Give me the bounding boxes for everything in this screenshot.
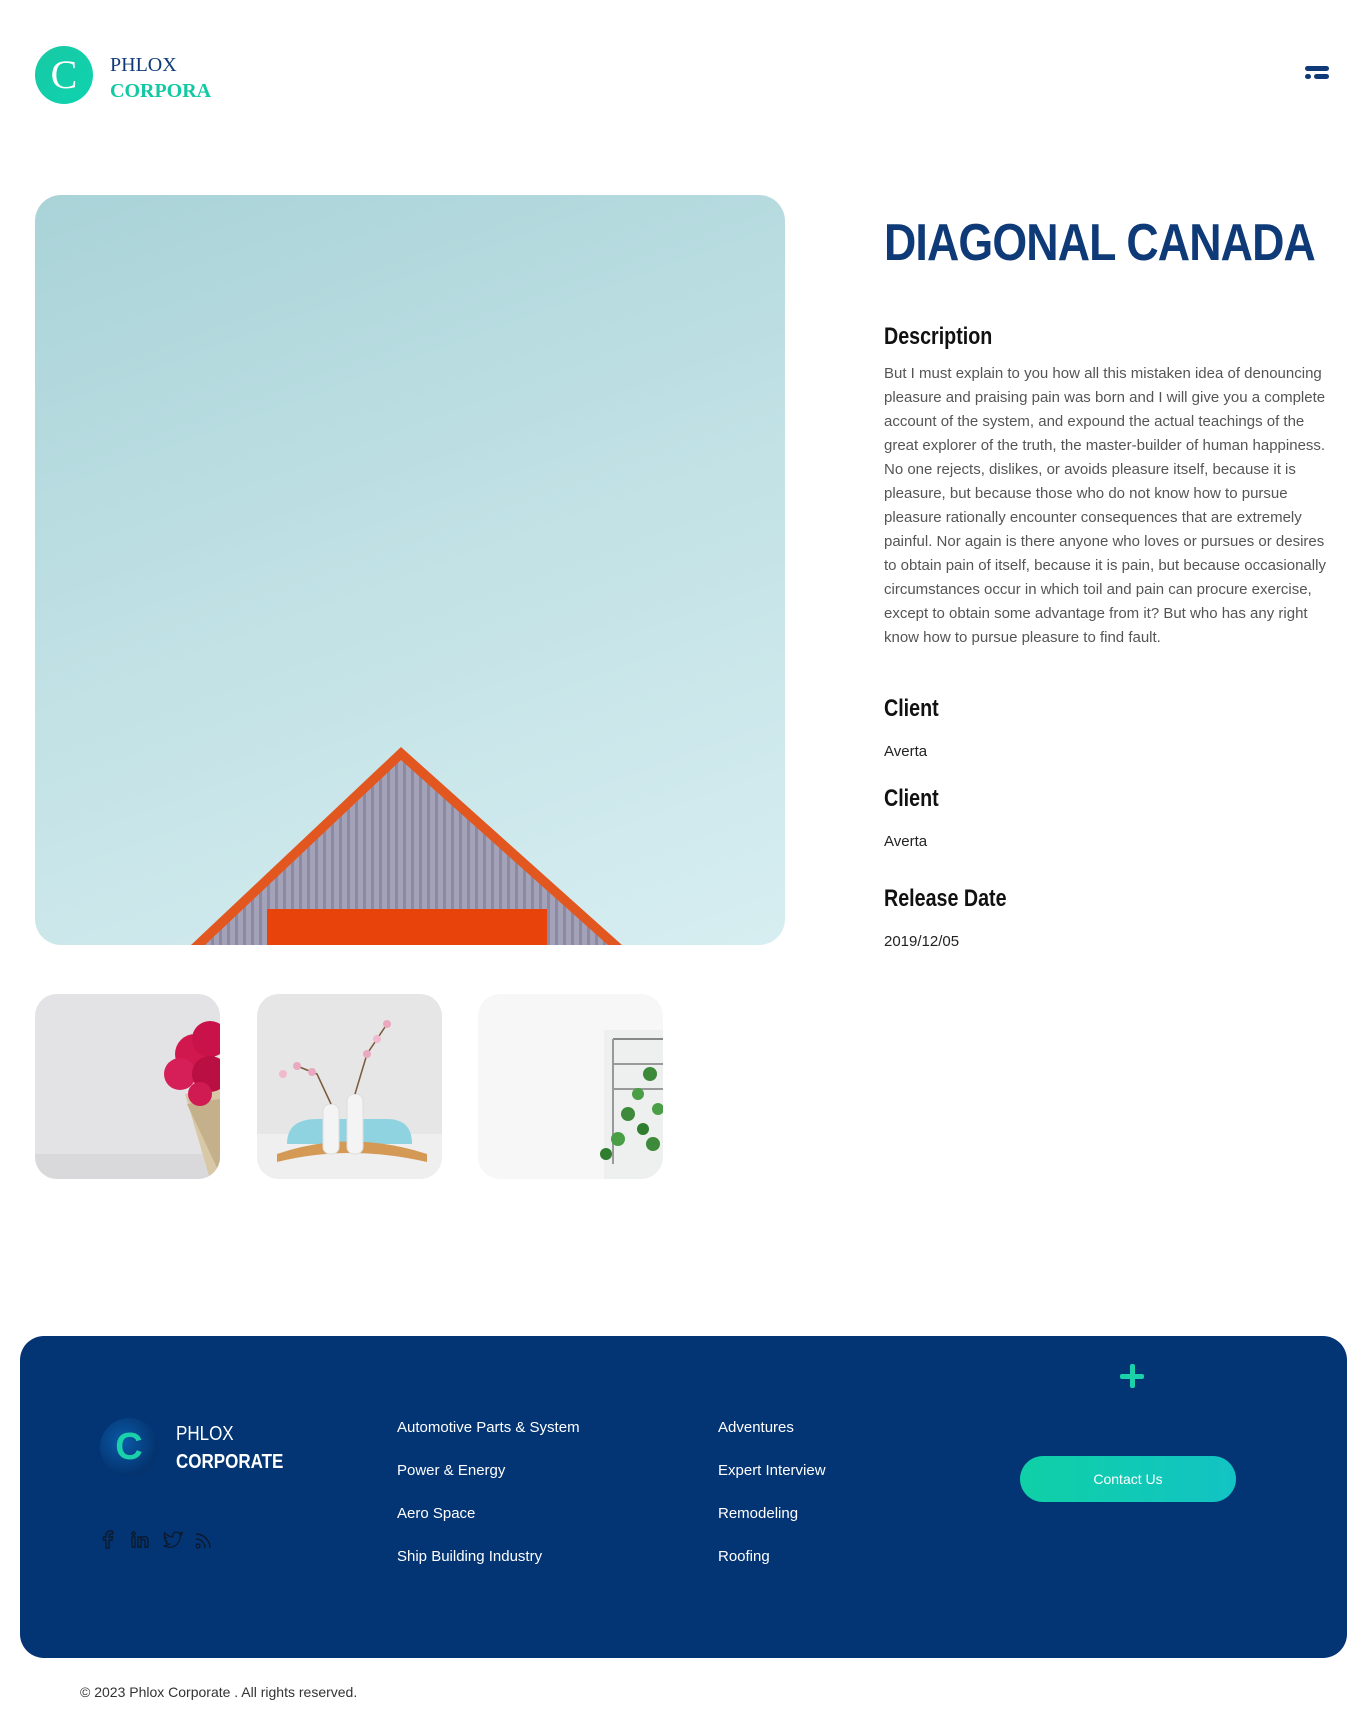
footer-link-power-energy[interactable]: Power & Energy bbox=[397, 1462, 506, 1479]
project-title: DIAGONAL CANADA bbox=[884, 214, 1315, 272]
footer-link-expert-interview[interactable]: Expert Interview bbox=[718, 1462, 826, 1479]
meta-label-client: Client bbox=[884, 695, 939, 722]
footer-link-aero-space[interactable]: Aero Space bbox=[397, 1505, 476, 1522]
logo-mark[interactable]: C bbox=[35, 46, 93, 104]
footer-link-ship-building[interactable]: Ship Building Industry bbox=[397, 1548, 543, 1565]
footer-link-adventures[interactable]: Adventures bbox=[718, 1419, 794, 1436]
project-description: But I must explain to you how all this mistaken idea of denouncing pleasure and praising pain was born and I will give you a complete account of the system, and expound the actual teachings of the great explorer of the truth, the master-builder of human happiness. No one rejects, dislikes, or avoids pleasure itself, because it is pleasure, but because those who do not know how to pursue pleasure rationally encounter consequences that are extremely painful. Nor again is there anyone who loves or pursues or desires to obtain pain of itself, because it is pain, but because occasionally circumstances occur in which toil and pain can procure exercise, except to obtain some advantage from it? But who has any right know how to pursue pleasure to find fault. bbox=[884, 365, 1326, 646]
meta-label-client-2: Client bbox=[884, 785, 939, 812]
social-links bbox=[98, 1530, 214, 1550]
gallery-thumb-flowers[interactable] bbox=[35, 994, 220, 1179]
logo-text[interactable] bbox=[110, 52, 211, 104]
site-header bbox=[0, 0, 1366, 150]
meta-label-release-date: Release Date bbox=[884, 885, 1007, 912]
footer-logo-line-1: PHLOX bbox=[176, 1423, 234, 1445]
description-heading: Description bbox=[884, 323, 993, 350]
meta-value-release-date: 2019/12/05 bbox=[884, 933, 960, 950]
project-hero-image bbox=[35, 195, 785, 945]
footer-link-roofing[interactable]: Roofing bbox=[718, 1548, 770, 1565]
rss-icon[interactable] bbox=[194, 1530, 214, 1550]
meta-value-client: Averta bbox=[884, 743, 928, 760]
contact-us-button[interactable]: Contact Us bbox=[1020, 1456, 1236, 1502]
twitter-icon[interactable] bbox=[162, 1530, 182, 1550]
plus-icon bbox=[1120, 1364, 1144, 1388]
gallery-thumb-ivy-window[interactable] bbox=[478, 994, 663, 1179]
site-footer bbox=[20, 1336, 1347, 1658]
footer-logo-line-2: CORPORATE bbox=[176, 1451, 284, 1473]
footer-logo-mark[interactable]: C bbox=[100, 1418, 158, 1476]
footer-link-automotive[interactable]: Automotive Parts & System bbox=[397, 1419, 580, 1436]
gallery-thumb-vases[interactable] bbox=[257, 994, 442, 1179]
copyright-text: © 2023 Phlox Corporate . All rights reserved. bbox=[80, 1684, 358, 1700]
logo-line-1: PHLOX bbox=[110, 54, 177, 76]
meta-value-client-2: Averta bbox=[884, 833, 928, 850]
footer-link-remodeling[interactable]: Remodeling bbox=[718, 1505, 799, 1522]
footer-logo-text[interactable] bbox=[176, 1420, 283, 1476]
logo-line-2: CORPORA bbox=[110, 80, 212, 102]
facebook-icon[interactable] bbox=[98, 1530, 118, 1550]
linkedin-icon[interactable] bbox=[130, 1530, 150, 1550]
project-details bbox=[884, 210, 1334, 952]
menu-icon[interactable] bbox=[1305, 66, 1329, 80]
